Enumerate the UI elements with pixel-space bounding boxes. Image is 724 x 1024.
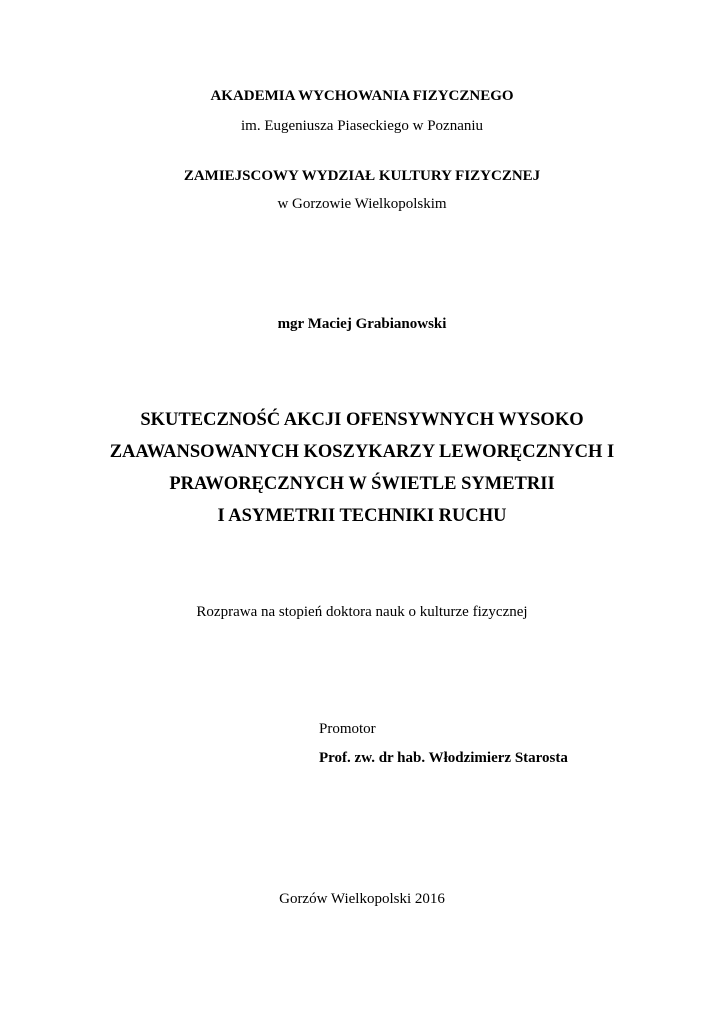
thesis-title-line: PRAWORĘCZNYCH W ŚWIETLE SYMETRII	[169, 474, 555, 494]
thesis-type: Rozprawa na stopień doktora nauk o kulturze fizycznej	[196, 604, 528, 620]
thesis-title-line: I ASYMETRII TECHNIKI RUCHU	[217, 506, 507, 526]
supervisor-name: Prof. zw. dr hab. Włodzimierz Starosta	[319, 750, 568, 766]
thesis-title-line: SKUTECZNOŚĆ AKCJI OFENSYWNYCH WYSOKO	[140, 410, 584, 430]
faculty-name: ZAMIEJSCOWY WYDZIAŁ KULTURY FIZYCZNEJ	[183, 168, 541, 184]
institution-name: AKADEMIA WYCHOWANIA FIZYCZNEGO	[210, 88, 514, 104]
institution-subtitle: im. Eugeniusza Piaseckiego w Poznaniu	[240, 118, 484, 134]
thesis-title-line: ZAAWANSOWANYCH KOSZYKARZY LEWORĘCZNYCH I	[109, 442, 615, 462]
place-and-year: Gorzów Wielkopolski 2016	[279, 891, 445, 907]
supervisor-label: Promotor	[319, 721, 376, 737]
thesis-title	[0, 409, 724, 537]
author-name: mgr Maciej Grabianowski	[277, 316, 447, 332]
faculty-location: w Gorzowie Wielkopolskim	[277, 196, 447, 212]
